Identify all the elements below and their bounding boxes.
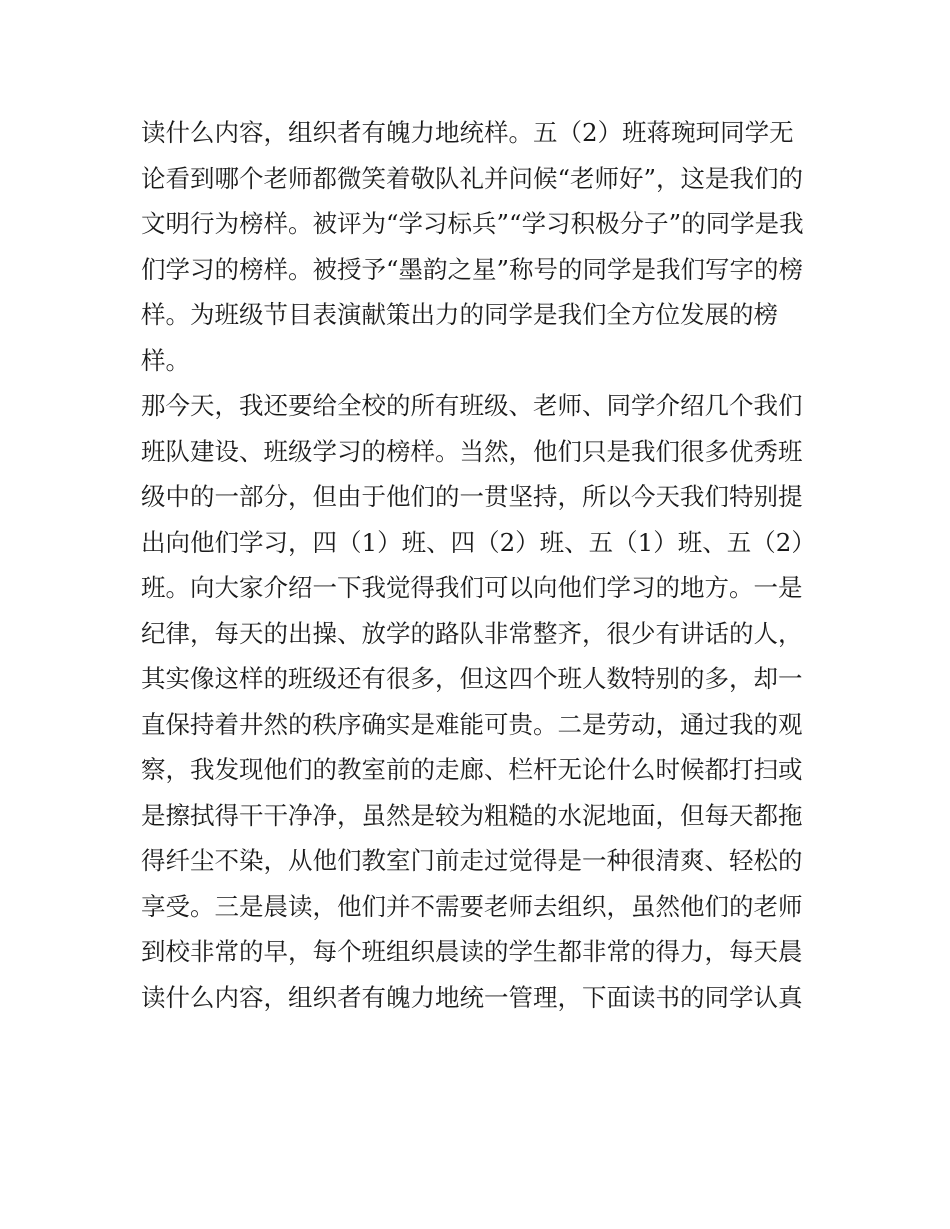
text-line: 样。为班级节目表演献策出力的同学是我们全方位发展的榜: [141, 300, 778, 329]
text-line: 样。: [141, 345, 190, 375]
text-line: 是擦拭得干干净净，虽然是较为粗糙的水泥地面，但每天都拖: [141, 800, 803, 830]
body-text: [141, 110, 821, 1020]
text-line: 纪律，每天的出操、放学的路队非常整齐，很少有讲话的人，: [141, 618, 803, 648]
text-line: 班。向大家介绍一下我觉得我们可以向他们学习的地方。一是: [141, 573, 803, 602]
text-line: 其实像这样的班级还有很多，但这四个班人数特别的多，却一: [141, 664, 803, 693]
text-line: 读什么内容，组织者有魄力地统一管理，下面读书的同学认真: [141, 982, 803, 1012]
text-line: 读什么内容，组织者有魄力地统样。五（2）班蒋琬珂同学无: [141, 118, 794, 147]
text-line: 得纤尘不染，从他们教室门前走过觉得是一种很清爽、轻松的: [141, 846, 803, 875]
text-line: 们学习的榜样。被授予“墨韵之星”称号的同学是我们写字的榜: [141, 254, 804, 284]
text-line: 到校非常的早，每个班组织晨读的学生都非常的得力，每天晨: [141, 937, 803, 966]
text-line: 那今天，我还要给全校的所有班级、老师、同学介绍几个我们: [141, 391, 803, 420]
text-line: 班队建设、班级学习的榜样。当然，他们只是我们很多优秀班: [141, 436, 803, 466]
text-line: 文明行为榜样。被评为“学习标兵”“学习积极分子”的同学是我: [141, 209, 804, 238]
text-line: 出向他们学习，四（1）班、四（2）班、五（1）班、五（2）: [141, 527, 816, 557]
text-line: 论看到哪个老师都微笑着敬队礼并问候“老师好”，这是我们的: [141, 163, 804, 193]
text-line: 直保持着井然的秩序确实是难能可贵。二是劳动，通过我的观: [141, 709, 803, 739]
text-line: 察，我发现他们的教室前的走廊、栏杆无论什么时候都打扫或: [141, 755, 803, 784]
text-line: 级中的一部分，但由于他们的一贯坚持，所以今天我们特别提: [141, 482, 803, 511]
text-line: 享受。三是晨读，他们并不需要老师去组织，虽然他们的老师: [141, 891, 803, 921]
